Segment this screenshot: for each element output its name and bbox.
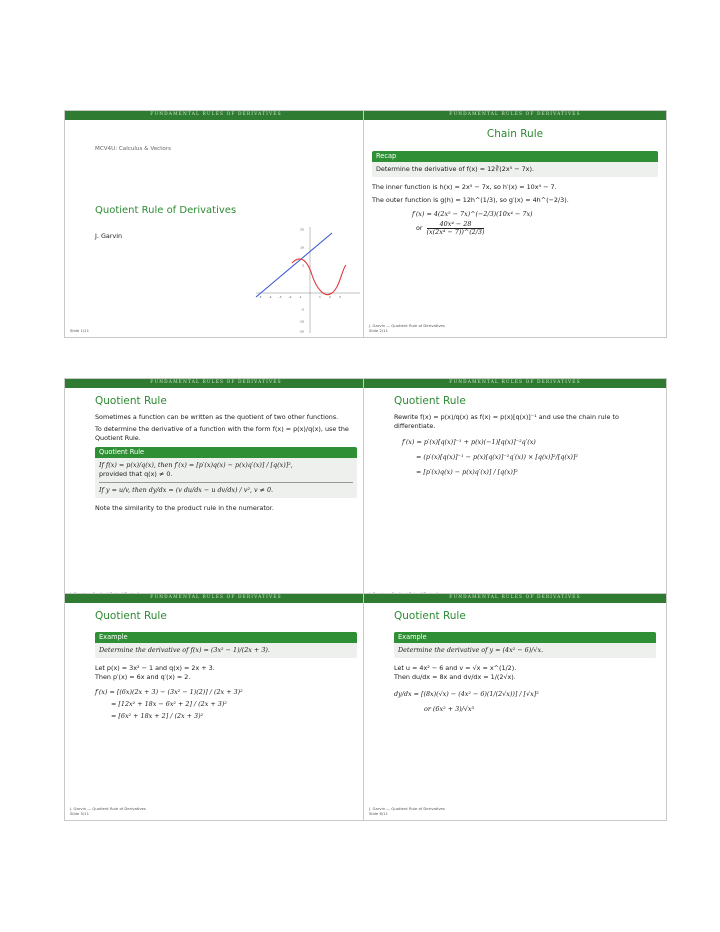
y-tick-label: 20 bbox=[300, 227, 304, 232]
step-3: = [6x² + 18x + 2] / (2x + 3)² bbox=[111, 712, 204, 720]
header-text: FUNDAMENTAL RULES OF DERIVATIVES bbox=[150, 380, 282, 385]
intro-2: To determine the derivative of a function with the form f(x) = p(x)/q(x), use the Quotient Rule. bbox=[95, 425, 349, 442]
slide-number: Slide 5/11 bbox=[70, 811, 89, 816]
function-curve bbox=[292, 259, 346, 295]
box-title: Quotient Rule bbox=[95, 447, 357, 458]
final-fraction bbox=[427, 221, 485, 236]
slide-header-bar bbox=[65, 594, 367, 603]
x-tick-label: 2 bbox=[329, 295, 331, 299]
final-numerator: 40x⁴ − 28 bbox=[427, 221, 485, 229]
recap-box bbox=[372, 151, 658, 177]
slide-title: Quotient Rule of Derivatives bbox=[95, 205, 237, 216]
step-1: f′(x) = [(6x)(2x + 3) − (3x² − 1)(2)] / (2x + 3)² bbox=[95, 688, 243, 696]
slide-6 bbox=[363, 593, 667, 821]
header-text: FUNDAMENTAL RULES OF DERIVATIVES bbox=[449, 595, 581, 600]
x-tick-label: -3 bbox=[278, 295, 282, 299]
step-2: = [12x² + 18x − 6x² + 2] / (2x + 3)² bbox=[111, 700, 227, 708]
box-title: Example bbox=[394, 632, 656, 643]
slide-header-bar bbox=[364, 111, 666, 120]
slide-number: Slide 6/11 bbox=[369, 811, 388, 816]
slide-header-bar bbox=[65, 379, 367, 388]
intro: Sometimes a function can be written as the quotient of two other functions. bbox=[95, 413, 339, 421]
y-tick-label: -5 bbox=[301, 307, 304, 312]
title-graph bbox=[252, 225, 364, 335]
step-2: = (p′(x)[q(x)]⁻¹ − p(x)[q(x)]⁻²q′(x)) × [q(x)]²/[q(x)]² bbox=[416, 453, 578, 461]
x-tick-label: -2 bbox=[288, 295, 292, 299]
slide-title: Quotient Rule bbox=[394, 395, 466, 407]
let-line: Let u = 4x² − 6 and v = √x = x^(1/2). bbox=[394, 664, 517, 672]
rule-statement: If f(x) = p(x)/q(x), then f′(x) = [p′(x)q(x) − p(x)q′(x)] / [q(x)]², bbox=[99, 461, 293, 469]
footer-text: J. Garvin — Quotient Rule of Derivatives bbox=[369, 323, 445, 328]
y-tick-label: -20 bbox=[299, 329, 304, 334]
box-title: Recap bbox=[372, 151, 658, 162]
slide-title: Chain Rule bbox=[486, 128, 544, 140]
quotient-rule-box bbox=[95, 447, 357, 498]
box-text: Determine the derivative of f(x) = (3x² − 1)/(2x + 3). bbox=[95, 643, 357, 658]
y-tick-label: 5 bbox=[302, 263, 304, 268]
y-tick-label: -10 bbox=[299, 319, 304, 324]
header-text: FUNDAMENTAL RULES OF DERIVATIVES bbox=[449, 380, 581, 385]
slide-title: Quotient Rule bbox=[95, 610, 167, 622]
header-text: FUNDAMENTAL RULES OF DERIVATIVES bbox=[449, 112, 581, 117]
then-line: Then p′(x) = 6x and q′(x) = 2. bbox=[95, 673, 191, 681]
slide-3 bbox=[64, 378, 368, 606]
slide-2 bbox=[363, 110, 667, 338]
slide-1 bbox=[64, 110, 368, 338]
x-tick-label: -1 bbox=[298, 295, 302, 299]
step-1: f′(x) = p′(x)[q(x)]⁻¹ + p(x)(−1)[q(x)]⁻²q′(x) bbox=[402, 438, 536, 446]
note: Note the similarity to the product rule in the numerator. bbox=[95, 504, 274, 512]
step-1: dy/dx = [(8x)(√x) − (4x² − 6)(1/(2√x))] / [√x]² bbox=[394, 690, 539, 698]
header-text: FUNDAMENTAL RULES OF DERIVATIVES bbox=[150, 595, 282, 600]
box-text: Determine the derivative of y = (4x² − 6)/√x. bbox=[394, 643, 656, 658]
slide-footer bbox=[369, 323, 445, 333]
slide-header-bar bbox=[65, 111, 367, 120]
x-tick-label: -4 bbox=[268, 295, 272, 299]
slide-number: Slide 2/11 bbox=[369, 328, 388, 333]
example-box bbox=[394, 632, 656, 658]
header-text: FUNDAMENTAL RULES OF DERIVATIVES bbox=[150, 112, 282, 117]
y-tick-label: 10 bbox=[300, 245, 304, 250]
x-tick-label: 1 bbox=[319, 295, 321, 299]
intro: Rewrite f(x) = p(x)/q(x) as f(x) = p(x)[q(x)]⁻¹ and use the chain rule to differentiate. bbox=[394, 413, 619, 430]
step-2: or (6x² + 3)/√x³ bbox=[424, 705, 475, 713]
let-line: Let p(x) = 3x² − 1 and q(x) = 2x + 3. bbox=[95, 664, 215, 672]
slide-title: Quotient Rule bbox=[95, 395, 167, 407]
rule-leibniz: If y = u/v, then dy/dx = (v du/dx − u dv/dx) / v², v ≠ 0. bbox=[99, 486, 274, 494]
step-3: = [p′(x)q(x) − p(x)q′(x)] / [q(x)]² bbox=[416, 468, 518, 476]
tangent-line bbox=[256, 233, 332, 297]
slide-title: Quotient Rule bbox=[394, 610, 466, 622]
rule-condition: provided that q(x) ≠ 0. bbox=[99, 470, 173, 478]
slide-4 bbox=[363, 378, 667, 606]
box-title: Example bbox=[95, 632, 357, 643]
slide-number: Slide 1/11 bbox=[70, 328, 89, 333]
slide-header-bar bbox=[364, 594, 666, 603]
x-tick-label: 3 bbox=[339, 295, 341, 299]
then-line: Then du/dx = 8x and dv/dx = 1/(2√x). bbox=[394, 673, 516, 681]
box-text: Determine the derivative of f(x) = 12∛(2x⁵ − 7x). bbox=[372, 162, 658, 177]
line-result: f′(x) = 4(2x⁵ − 7x)^(−2/3)(10x⁴ − 7x) bbox=[412, 210, 533, 218]
or-label: or bbox=[416, 224, 423, 232]
author: J. Garvin bbox=[95, 232, 123, 240]
slide-header-bar bbox=[364, 379, 666, 388]
x-tick-label: -5 bbox=[258, 295, 262, 299]
example-box bbox=[95, 632, 357, 658]
footer-text: J. Garvin — Quotient Rule of Derivatives bbox=[369, 806, 445, 811]
line-outer: The outer function is g(h) = 12h^(1/3), so g′(x) = 4h^(−2/3). bbox=[372, 196, 569, 204]
slide-footer bbox=[70, 806, 146, 816]
slide-5 bbox=[64, 593, 368, 821]
slide-footer bbox=[369, 806, 445, 816]
course-label: MCV4U: Calculus & Vectors bbox=[95, 146, 172, 152]
footer-text: J. Garvin — Quotient Rule of Derivatives bbox=[70, 806, 146, 811]
final-denominator: (x(2x⁴ − 7))^(2/3) bbox=[426, 228, 485, 236]
line-inner: The inner function is h(x) = 2x⁵ − 7x, so h′(x) = 10x⁴ − 7. bbox=[372, 183, 557, 191]
